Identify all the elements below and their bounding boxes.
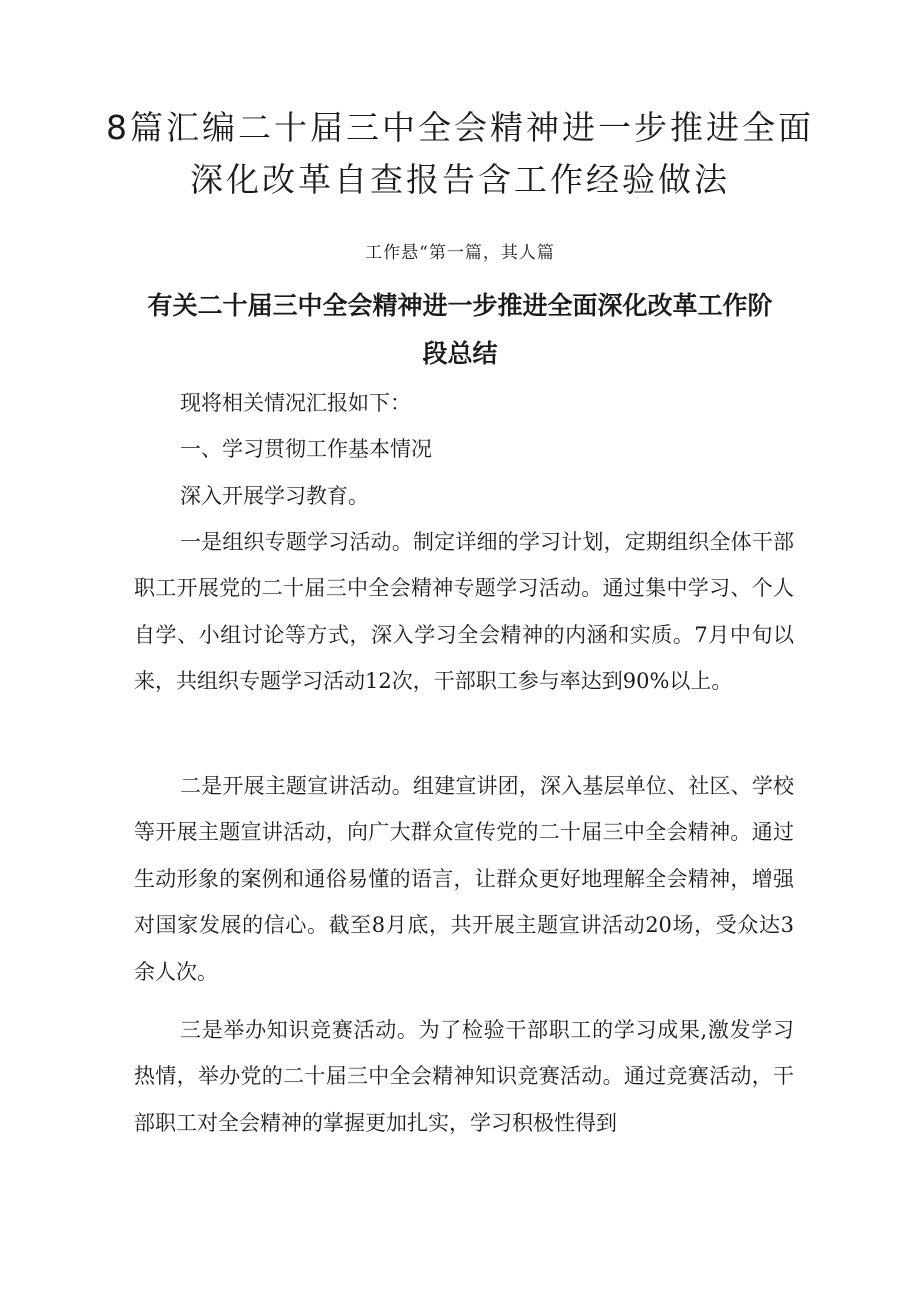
paragraph-lecture-activities: 二是开展主题宣讲活动。组建宣讲团，深入基层单位、社区、学校等开展主题宣讲活动，向广大群众宣传党的二十届三中全会精神。通过生动形象的案例和通俗易懂的语言，让群众更好地理解全会精神，增强对国家发展的信心。截至8月底，共开展主题宣讲活动20场，受众达3余人次。 [134, 774, 794, 984]
heading-study-education: 深入开展学习教育。 [180, 484, 369, 508]
document-title: 8篇汇编二十届三中全会精神进一步推进全面深化改革自查报告含工作经验做法 [106, 108, 814, 199]
intro-paragraph: 现将相关情况汇报如下： [180, 391, 411, 415]
paragraph-study-activities: 一是组织专题学习活动。制定详细的学习计划，定期组织全体干部职工开展党的二十届三中全会精神专题学习活动。通过集中学习、个人自学、小组讨论等方式，深入学习全会精神的内涵和实质。7月中旬以来，共组织专题学习活动12次，干部职工参与率达到90%以上。 [134, 530, 794, 694]
paragraph-quiz-activities: 三是举办知识竞赛活动。为了检验干部职工的学习成果,激发学习热情，举办党的二十届三中全会精神知识竞赛活动。通过竞赛活动，干部职工对全会精神的掌握更加扎实，学习积极性得到 [134, 1018, 794, 1135]
heading-basic-situation: 一、学习贯彻工作基本情况 [180, 437, 432, 461]
section-title: 有关二十届三中全会精神进一步推进全面深化改革工作阶段总结 [147, 291, 773, 368]
document-subtitle: 工作悬“第一篇，其人篇 [365, 243, 555, 263]
